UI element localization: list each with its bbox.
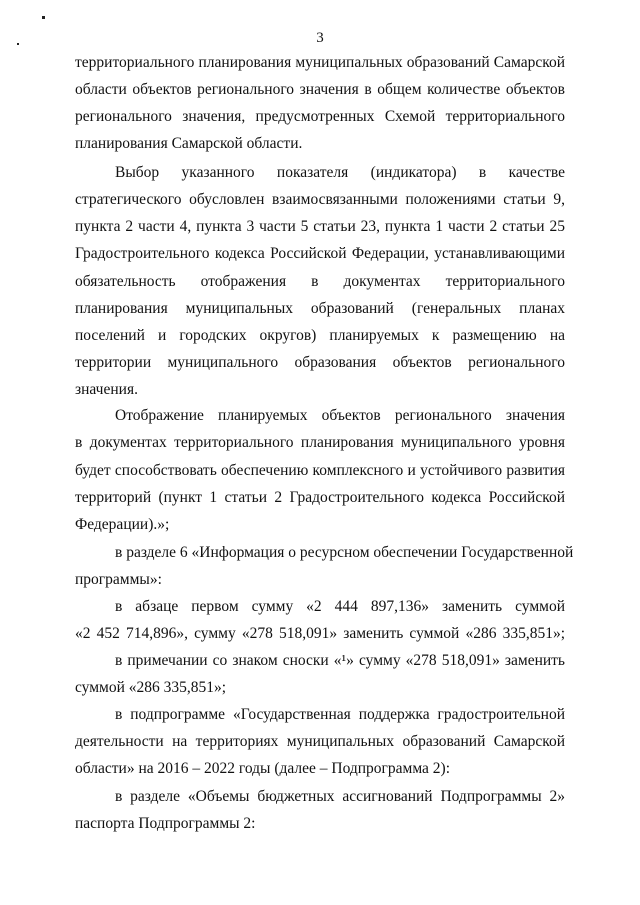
text-line: территорий (пункт 1 статьи 2 Градостроительного кодекса Российской	[75, 489, 565, 506]
text-line: пункта 2 части 4, пункта 3 части 5 статьи 23, пункта 1 части 2 статьи 25	[75, 218, 565, 235]
scan-speck	[42, 16, 45, 19]
text-line: территориального планирования муниципальных образований Самарской	[75, 54, 565, 71]
text-line: «2 452 714,896», сумму «278 518,091» заменить суммой «286 335,851»;	[75, 625, 565, 642]
text-line: области» на 2016 – 2022 годы (далее – Подпрограмма 2):	[75, 760, 451, 777]
text-line: значения.	[75, 381, 138, 398]
text-line: в примечании со знаком сноски «¹» сумму «278 518,091» заменить	[115, 652, 565, 669]
page-number: 3	[316, 30, 324, 46]
text-line: Отображение планируемых объектов регионального значения	[115, 407, 565, 424]
text-line: в подпрограмме «Государственная поддержка градостроительной	[115, 706, 565, 723]
text-line: планирования муниципальных образований (генеральных планах	[75, 300, 565, 317]
text-line: обязательность отображения в документах территориального	[75, 273, 565, 290]
text-line: области объектов регионального значения в общем количестве объектов	[75, 81, 565, 98]
text-line: в абзаце первом сумму «2 444 897,136» заменить суммой	[115, 598, 565, 615]
text-line: Выбор указанного показателя (индикатора) в качестве	[115, 164, 565, 181]
text-line: в разделе 6 «Информация о ресурсном обеспечении Государственной	[115, 544, 574, 561]
text-line: деятельности на территориях муниципальных образований Самарской	[75, 733, 565, 750]
text-line: будет способствовать обеспечению комплексного и устойчивого развития	[75, 462, 565, 479]
text-line: планирования Самарской области.	[75, 135, 303, 152]
text-line: в документах территориального планирования муниципального уровня	[75, 434, 565, 451]
text-line: в разделе «Объемы бюджетных ассигнований Подпрограммы 2»	[115, 788, 565, 805]
text-line: Федерации).»;	[75, 516, 170, 533]
text-line: поселений и городских округов) планируемых к размещению на	[75, 327, 565, 344]
text-line: регионального значения, предусмотренных Схемой территориального	[75, 108, 565, 125]
text-line: паспорта Подпрограммы 2:	[75, 815, 256, 832]
text-line: стратегического обусловлен взаимосвязанными положениями статьи 9,	[75, 191, 565, 208]
text-line: Градостроительного кодекса Российской Федерации, устанавливающими	[75, 245, 565, 262]
text-line: территории муниципального образования объектов регионального	[75, 354, 565, 371]
text-line: программы»:	[75, 571, 162, 588]
text-line: суммой «286 335,851»;	[75, 679, 227, 696]
